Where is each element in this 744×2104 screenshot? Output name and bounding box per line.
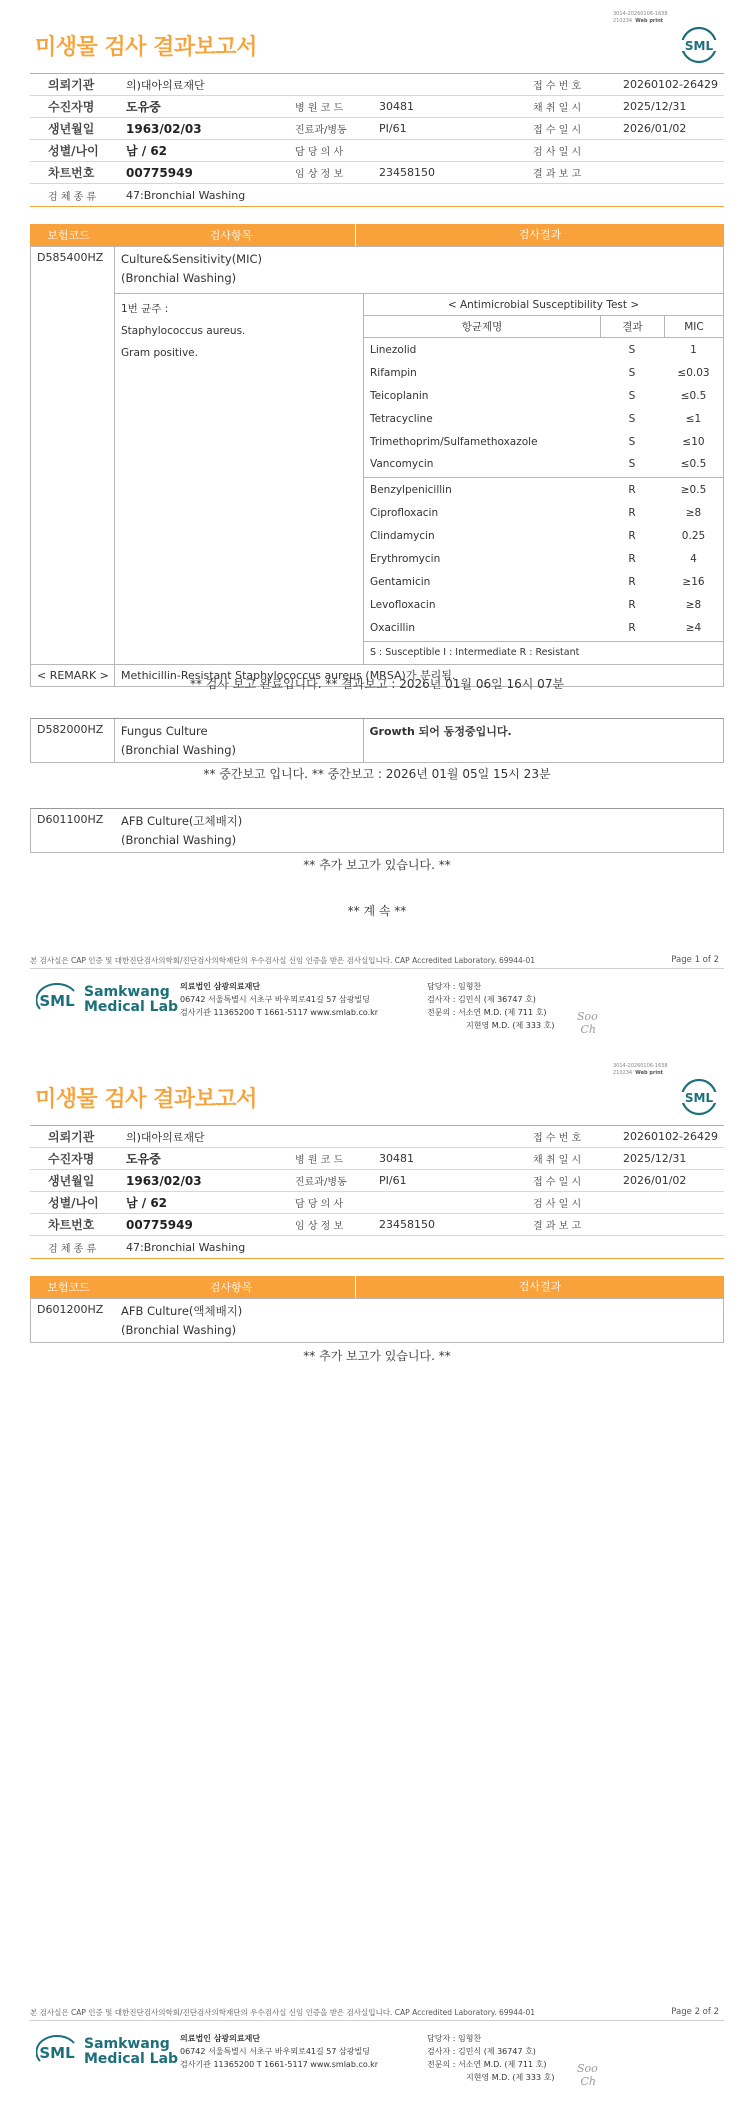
ast-row [364, 525, 723, 548]
mic-value: ≤0.5 [680, 389, 707, 402]
page-number: Page 2 of 2 [671, 2007, 719, 2017]
report-page-1: 3014-20260106-1638 210234 Web print SML 미생물 검사 결과보고서 의뢰기관 의)대아의료재단 접 수 번 호 20260102-26429 수진자명 도유중 병 원 코 드 30481 채 취 일 시 2025/12/31 생년월일 1963/02/03 진료과/병동 PI/61 접 수 일 시 2026/01/02 성별/나이 남 / 62 담 당 의 사 검 사 일 시 차트번호 00775949 임 상 정 보 23458150 결 과 보 고 검 체 종 류 47:Bronchial Washing 보험코드 검사항목 검사결과 D585400HZ Culture&Sensitivity(MIC) (Bronchial Washing) 1번 균주 : Staphylococcus aureus. Gram positive. < Antimicrobial Susceptibility Test > 항균제명 결과 MIC Linezolid S 1 Rifampin S ≤0.03 Teicoplanin S ≤0.5 Tetracycline S ≤1 Trimethoprim/Sulfamethoxazole S ≤10 Vancomycin S ≤0.5 Benzylpenicillin R ≥0.5 Ciprofloxacin R ≥8 Clindamycin R 0.25 Erythromycin R 4 Gentamicin R ≥16 Levofloxacin R ≥8 Oxacillin R ≥4 S : Susceptible I : Intermediate R : Resistant < REMARK > Methicillin-Resistant Staphylococcus aureus (MRSA)가 분리됨. ** 검사 보고 완료입니다. ** 결과보고 : 2026년 01월 06일 16시 07분 D582000HZ Fungus Culture (Bronchial Washing) Growth 되어 동정중입니다. ** 중간보고 입니다. ** 중간보고 : 2026년 01월 05일 15시 23분 D601100HZ AFB Culture(고체배지) (Bronchial Washing) ** 추가 보고가 있습니다. ** ** 계 속 ** 본 검사실은 CAP 인증 및 대한진단검사의학회/진단검사의학재단의 우수검사실 신임 인증을 받은 검사실입니다. CAP Accredited Laboratory. 69944-01 Page 1 of 2 SML Samkwang Medical Lab 의료법인 삼광의료재단 06742 서울특별시 서초구 바우뫼로41길 57 삼광빌딩 검사기관 11365200 T 1661-5117 www.smlab.co.kr 담당자 : 임형찬 검사자 : 김민식 (제 36747 호) 전문의 : 서소연 M.D. (제 711 호) 지현영 M.D. (제 333 호) Soo Ch [0, 0, 744, 1052]
ast-result: S [628, 389, 636, 402]
drug-name: Vancomycin [370, 458, 434, 471]
mic-value: ≤1 [685, 412, 702, 425]
ast-result: R [628, 575, 636, 588]
ast-row [364, 453, 723, 476]
ast-row [364, 385, 723, 408]
report-page-2: 3014-20260106-1638 210234 Web print SML 미생물 검사 결과보고서 의뢰기관 의)대아의료재단 접 수 번 호 20260102-26429 수진자명 도유중 병 원 코 드 30481 채 취 일 시 2025/12/31 생년월일 1963/02/03 진료과/병동 PI/61 접 수 일 시 2026/01/02 성별/나이 남 / 62 담 당 의 사 검 사 일 시 차트번호 00775949 임 상 정 보 23458150 결 과 보 고 검 체 종 류 47:Bronchial Washing 보험코드 검사항목 검사결과 D601200HZ AFB Culture(액체배지) (Bronchial Washing) ** 추가 보고가 있습니다. ** 본 검사실은 CAP 인증 및 대한진단검사의학회/진단검사의학재단의 우수검사실 신임 인증을 받은 검사실입니다. CAP Accredited Laboratory. 69944-01 Page 2 of 2 SML Samkwang Medical Lab 의료법인 삼광의료재단 06742 서울특별시 서초구 바우뫼로41길 57 삼광빌딩 검사기관 11365200 T 1661-5117 www.smlab.co.kr 담당자 : 임형찬 검사자 : 김민식 (제 36747 호) 전문의 : 서소연 M.D. (제 711 호) 지현영 M.D. (제 333 호) Soo Ch [0, 1052, 744, 2104]
cert-text: 본 검사실은 CAP 인증 및 대한진단검사의학회/진단검사의학재단의 우수검사실 신임 인증을 받은 검사실입니다. CAP Accredited Laboratory. 69944-01 [30, 956, 536, 965]
continued-note: ** 계 속 ** [347, 904, 407, 918]
drug-name: Erythromycin [370, 553, 441, 566]
ast-row [364, 408, 723, 431]
signature-image: Soo Ch [577, 1010, 598, 1036]
signature-image: Soo Ch [577, 2062, 598, 2088]
report-title: 미생물 검사 결과보고서 [35, 1087, 257, 1112]
ast-row [364, 594, 723, 617]
drug-name: Oxacillin [370, 621, 416, 634]
ast-result: R [628, 484, 636, 497]
ast-result: S [628, 458, 636, 471]
ast-row [364, 431, 723, 454]
afb-liquid-note: ** 추가 보고가 있습니다. ** [303, 1349, 451, 1363]
afb-liquid-block: D601200HZ AFB Culture(액체배지) (Bronchial Washing) [30, 1298, 724, 1343]
ast-row [364, 548, 723, 571]
svg-text:SML: SML [684, 1091, 714, 1105]
drug-name: Benzylpenicillin [370, 484, 452, 497]
patient-header: 의뢰기관 의)대아의료재단 접 수 번 호 20260102-26429 수진자명 도유중 병 원 코 드 30481 채 취 일 시 2025/12/31 생년월일 1963/02/03 진료과/병동 PI/61 접 수 일 시 2026/01/02 성별/나이 남 / 62 담 당 의 사 검 사 일 시 차트번호 00775949 임 상 정 보 23458150 결 과 보 고 검 체 종 류 47:Bronchial Washing [30, 1125, 724, 1259]
svg-text:SML: SML [39, 2044, 75, 2062]
lab-info: 의료법인 삼광의료재단 06742 서울특별시 서초구 바우뫼로41길 57 삼광빌딩 검사기관 11365200 T 1661-5117 www.smlab.co.kr [180, 982, 379, 1017]
svg-text:SML: SML [684, 39, 714, 53]
mic-value: ≥16 [682, 575, 705, 588]
remark-row: < REMARK > Methicillin-Resistant Staphylococcus aureus (MRSA)가 분리됨. [31, 664, 723, 686]
fungus-culture-block: D582000HZ Fungus Culture (Bronchial Washing) Growth 되어 동정중입니다. [30, 718, 724, 763]
ast-row [364, 502, 723, 525]
afb-solid-note: ** 추가 보고가 있습니다. ** [303, 858, 451, 872]
drug-name: Levofloxacin [370, 598, 436, 611]
drug-name: Rifampin [370, 366, 417, 379]
culture-final-note: ** 검사 보고 완료입니다. ** 결과보고 : 2026년 01월 06일 16시 07분 [189, 677, 565, 691]
staff-list: 담당자 : 임형찬 검사자 : 김민식 (제 36747 호) 전문의 : 서소연 M.D. (제 711 호) 지현영 M.D. (제 333 호) [427, 2034, 555, 2082]
ast-result: S [628, 412, 636, 425]
culture-sensitivity-block: D585400HZ Culture&Sensitivity(MIC) (Bronchial Washing) 1번 균주 : Staphylococcus aureus. Gram positive. < Antimicrobial Susceptibility Test > 항균제명 결과 MIC Linezolid S 1 Rifampin S ≤0.03 Teicoplanin S ≤0.5 Tetracycline S ≤1 Trimethoprim/Sulfamethoxazole S ≤10 Vancomycin S ≤0.5 Benzylpenicillin R ≥0.5 Ciprofloxacin R ≥8 Clindamycin R 0.25 Erythromycin R 4 Gentamicin R ≥16 Levofloxacin R ≥8 Oxacillin R ≥4 S : Susceptible I : Intermediate R : Resistant < REMARK > Methicillin-Resistant Staphylococcus aureus (MRSA)가 분리됨. [30, 246, 724, 687]
ast-row [364, 617, 723, 640]
print-meta: 3014-20260106-1638 210234 Web print [613, 1063, 668, 1076]
ast-result: R [628, 598, 636, 611]
mic-value: ≤0.5 [680, 458, 707, 471]
svg-text:SML: SML [39, 992, 75, 1010]
report-title: 미생물 검사 결과보고서 [35, 35, 257, 60]
print-meta: 3014-20260106-1638 210234 Web print [613, 11, 668, 24]
mic-value: ≥8 [685, 507, 702, 520]
sml-logo-icon [680, 1078, 718, 1116]
ast-row [364, 571, 723, 594]
mic-value: ≤10 [682, 435, 705, 448]
mic-value: ≥0.5 [680, 484, 707, 497]
drug-name: Gentamicin [370, 575, 431, 588]
ast-table: < Antimicrobial Susceptibility Test > 항균제명 결과 MIC Linezolid S 1 Rifampin S ≤0.03 Teicoplanin S ≤0.5 Tetracycline S ≤1 Trimethoprim/Sulfamethoxazole S ≤10 Vancomycin S ≤0.5 Benzylpenicillin R ≥0.5 Ciprofloxacin R ≥8 Clindamycin R 0.25 Erythromycin R 4 Gentamicin R ≥16 Levofloxacin R ≥8 Oxacillin R ≥4 S : Susceptible I : Intermediate R : Resistant [364, 294, 723, 664]
drug-name: Ciprofloxacin [370, 507, 439, 520]
ast-legend: S : Susceptible I : Intermediate R : Resistant [370, 646, 580, 658]
drug-name: Clindamycin [370, 530, 435, 543]
ast-result: R [628, 507, 636, 520]
ast-result: S [628, 344, 636, 356]
mic-value: ≤0.03 [677, 366, 710, 379]
drug-name: Trimethoprim/Sulfamethoxazole [370, 435, 538, 448]
mic-value: ≥4 [685, 621, 702, 634]
organism-info: 1번 균주 : Staphylococcus aureus. Gram positive. [115, 294, 364, 664]
table-head: 보험코드 검사항목 검사결과 [30, 224, 724, 246]
ast-row [364, 339, 723, 362]
cert-text: 본 검사실은 CAP 인증 및 대한진단검사의학회/진단검사의학재단의 우수검사실 신임 인증을 받은 검사실입니다. CAP Accredited Laboratory. 69944-01 [30, 2008, 536, 2017]
drug-name: Tetracycline [370, 412, 433, 425]
drug-name: Linezolid [370, 344, 417, 356]
ast-result: R [628, 621, 636, 634]
sml-logo-icon [680, 26, 718, 64]
mic-value: 0.25 [681, 530, 706, 543]
sml-footer-logo-icon [36, 983, 78, 1017]
patient-header: 의뢰기관 의)대아의료재단 접 수 번 호 20260102-26429 수진자명 도유중 병 원 코 드 30481 채 취 일 시 2025/12/31 생년월일 1963/02/03 진료과/병동 PI/61 접 수 일 시 2026/01/02 성별/나이 남 / 62 담 당 의 사 검 사 일 시 차트번호 00775949 임 상 정 보 23458150 결 과 보 고 검 체 종 류 47:Bronchial Washing [30, 73, 724, 207]
staff-list: 담당자 : 임형찬 검사자 : 김민식 (제 36747 호) 전문의 : 서소연 M.D. (제 711 호) 지현영 M.D. (제 333 호) [427, 982, 555, 1030]
ast-result: S [628, 435, 636, 448]
mic-value: 1 [690, 344, 697, 356]
afb-solid-block: D601100HZ AFB Culture(고체배지) (Bronchial Washing) [30, 808, 724, 853]
page-number: Page 1 of 2 [671, 955, 719, 965]
ast-result: R [628, 530, 636, 543]
ast-row [364, 362, 723, 385]
drug-name: Teicoplanin [370, 389, 429, 402]
ast-row [364, 479, 723, 502]
resistant-group [364, 478, 723, 641]
mic-value: 4 [690, 553, 697, 566]
fungus-note: ** 중간보고 입니다. ** 중간보고 : 2026년 01월 05일 15시 23분 [203, 767, 551, 781]
ast-result: R [628, 553, 636, 566]
table-head: 보험코드 검사항목 검사결과 [30, 1276, 724, 1298]
ast-result: S [628, 366, 636, 379]
mic-value: ≥8 [685, 598, 702, 611]
sml-footer-logo-icon [36, 2035, 78, 2069]
susceptible-group [364, 338, 723, 478]
lab-info: 의료법인 삼광의료재단 06742 서울특별시 서초구 바우뫼로41길 57 삼광빌딩 검사기관 11365200 T 1661-5117 www.smlab.co.kr [180, 2034, 379, 2069]
